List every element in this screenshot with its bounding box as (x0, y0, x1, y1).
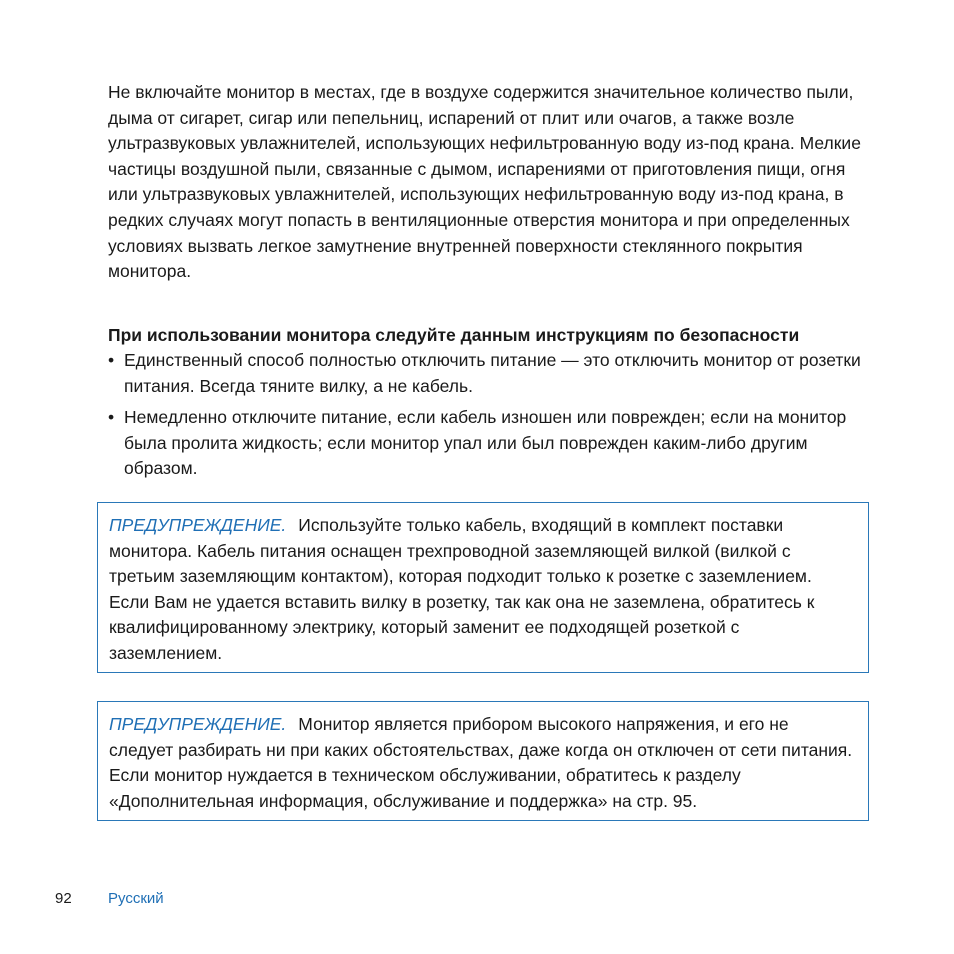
warning-label: ПРЕДУПРЕЖДЕНИЕ. (109, 515, 287, 535)
footer-language: Русский (108, 890, 164, 907)
warning-label: ПРЕДУПРЕЖДЕНИЕ. (109, 714, 287, 734)
intro-paragraph: Не включайте монитор в местах, где в воздухе содержится значительное количество пыли, дыма от сигарет, сигар или пепельниц, испарений от плит или очагов, а также возле ультразвуковых увлажнителей, использующих нефильтрованную воду из-под крана. Мелкие частицы воздушной пыли, связанные с дымом, испарениями от приготовления пищи, огня или ультразвуковых увлажнителей, использующих нефильтрованную воду из-под крана, в редких случаях могут попасть в вентиляционные отверстия монитора и при определенных условиях вызвать легкое замутнение внутренней поверхности стеклянного покрытия монитора. (108, 82, 861, 282)
warning-text: Монитор является прибором высокого напряжения, и его не следует разбирать ни при каких обстоятельствах, даже когда он отключен от сети питания. Если монитор нуждается в техническом обслуживании, обратитесь к разделу «Дополнительная информация, обслуживание и поддержка» на стр. 95. (109, 714, 853, 811)
bullet-icon: • (108, 407, 115, 428)
list-item (108, 348, 878, 399)
safety-heading: При использовании монитора следуйте данным инструкциям по безопасности (108, 325, 800, 345)
list-item (108, 405, 878, 482)
list-item-text: Единственный способ полностью отключить питание — это отключить монитор от розетки питания. Всегда тяните вилку, а не кабель. (124, 350, 861, 396)
warning-box-voltage (97, 701, 869, 821)
safety-list (108, 348, 878, 488)
warning-box-cable (97, 502, 869, 673)
warning-text: Используйте только кабель, входящий в комплект поставки монитора. Кабель питания оснащен трехпроводной заземляющей вилкой (вилкой с третьим заземляющим контактом), которая подходит только к розетке с заземлением. Если Вам не удается вставить вилку в розетку, так как она не заземлена, обратитесь к квалифицированному электрику, который заменит ее подходящей розеткой с заземлением. (109, 515, 815, 663)
bullet-icon: • (108, 350, 115, 370)
list-item-text: Немедленно отключите питание, если кабель изношен или поврежден; если на монитор была пролита жидкость; если монитор упал или был поврежден каким-либо другим образом. (124, 407, 847, 479)
page-number: 92 (55, 890, 72, 907)
